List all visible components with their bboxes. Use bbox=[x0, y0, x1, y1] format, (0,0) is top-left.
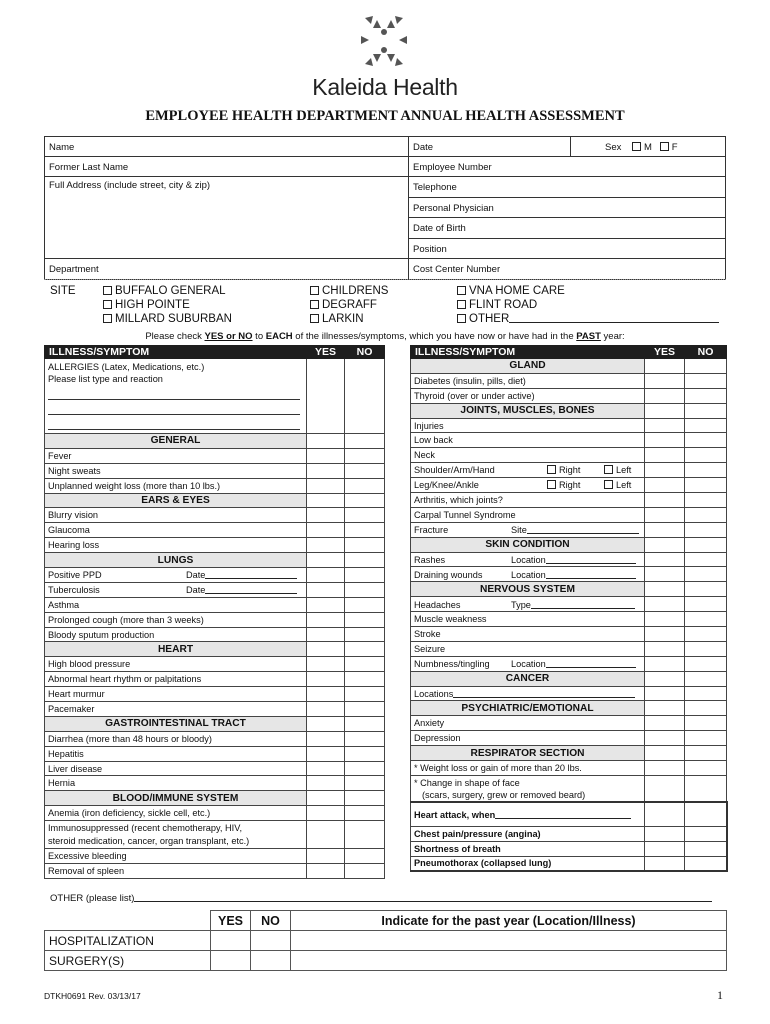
no-cell[interactable] bbox=[685, 841, 727, 856]
allergy-line[interactable] bbox=[48, 415, 300, 430]
row-label: Removal of spleen bbox=[45, 864, 307, 879]
checkbox[interactable] bbox=[103, 300, 112, 309]
section-cancer: CANCER bbox=[411, 671, 645, 686]
row-label: Hearing loss bbox=[45, 538, 307, 553]
site-option[interactable]: CHILDRENS bbox=[310, 284, 388, 298]
section-gland: GLAND bbox=[411, 359, 645, 374]
section-joints: JOINTS, MUSCLES, BONES bbox=[411, 403, 645, 418]
blank-header bbox=[45, 911, 211, 931]
row-label: Anemia (iron deficiency, sickle cell, etc.) bbox=[45, 806, 307, 821]
checkbox[interactable] bbox=[457, 300, 466, 309]
no-cell[interactable] bbox=[345, 864, 385, 879]
sex-label: Sex bbox=[605, 142, 622, 153]
no-cell[interactable] bbox=[345, 806, 385, 821]
yes-cell[interactable] bbox=[645, 731, 685, 746]
yes-cell[interactable] bbox=[307, 657, 345, 672]
yes-cell[interactable] bbox=[307, 864, 345, 879]
sex-m-checkbox[interactable] bbox=[632, 142, 641, 151]
row-label: Neck bbox=[411, 448, 645, 463]
section-gi: GASTROINTESTINAL TRACT bbox=[45, 716, 307, 731]
illness-header: ILLNESS/SYMPTOM bbox=[411, 346, 645, 359]
site-option[interactable]: DEGRAFF bbox=[310, 298, 388, 312]
form-title: EMPLOYEE HEALTH DEPARTMENT ANNUAL HEALTH ASSESSMENT bbox=[145, 108, 625, 124]
row-label: Headaches Type bbox=[411, 597, 645, 612]
date-line[interactable] bbox=[205, 584, 297, 594]
sex-m-label: M bbox=[643, 142, 652, 153]
no-cell[interactable] bbox=[345, 849, 385, 864]
yes-cell[interactable] bbox=[307, 538, 345, 553]
yes-cell[interactable] bbox=[307, 761, 345, 776]
name-field[interactable]: Name bbox=[45, 137, 409, 156]
row-label: Low back bbox=[411, 433, 645, 448]
telephone-field[interactable]: Telephone bbox=[409, 177, 725, 198]
yes-cell[interactable] bbox=[645, 433, 685, 448]
location-line[interactable] bbox=[546, 569, 636, 579]
yes-cell[interactable] bbox=[307, 359, 345, 434]
no-cell[interactable] bbox=[345, 761, 385, 776]
row-label: Prolonged cough (more than 3 weeks) bbox=[45, 612, 307, 627]
site-option[interactable]: VNA HOME CARE bbox=[457, 284, 719, 298]
no-cell[interactable] bbox=[685, 552, 727, 567]
no-cell[interactable] bbox=[345, 746, 385, 761]
right-illness-table bbox=[410, 345, 728, 872]
brand-name: Kaleida Health bbox=[312, 74, 458, 100]
personal-physician-field[interactable]: Personal Physician bbox=[409, 198, 725, 219]
row-label: Hernia bbox=[45, 776, 307, 791]
allergy-line[interactable] bbox=[48, 385, 300, 400]
yes-cell[interactable] bbox=[645, 716, 685, 731]
site-option[interactable]: BUFFALO GENERAL bbox=[103, 284, 232, 298]
row-label: Bloody sputum production bbox=[45, 627, 307, 642]
row-label: Abnormal heart rhythm or palpitations bbox=[45, 672, 307, 687]
full-address-field[interactable]: Full Address (include street, city & zip) bbox=[45, 177, 409, 258]
no-cell[interactable] bbox=[685, 641, 727, 656]
row-label: Blurry vision bbox=[45, 508, 307, 523]
no-cell[interactable] bbox=[685, 463, 727, 478]
row-label: Night sweats bbox=[45, 463, 307, 478]
other-line[interactable] bbox=[134, 892, 712, 902]
row-label: Fracture Site bbox=[411, 522, 645, 537]
when-line[interactable] bbox=[495, 809, 631, 819]
yes-cell[interactable] bbox=[307, 508, 345, 523]
no-cell[interactable] bbox=[685, 567, 727, 582]
right-checkbox[interactable] bbox=[547, 465, 556, 474]
row-label: Hepatitis bbox=[45, 746, 307, 761]
no-cell[interactable] bbox=[685, 627, 727, 642]
yes-cell[interactable] bbox=[645, 656, 685, 671]
no-cell[interactable] bbox=[685, 597, 727, 612]
checkbox[interactable] bbox=[457, 314, 466, 323]
yes-cell[interactable] bbox=[307, 568, 345, 583]
yes-cell[interactable] bbox=[307, 746, 345, 761]
no-cell[interactable] bbox=[345, 508, 385, 523]
yes-cell[interactable] bbox=[307, 582, 345, 597]
row-label: Draining wounds Location bbox=[411, 567, 645, 582]
row-label: Thyroid (over or under active) bbox=[411, 388, 645, 403]
no-cell[interactable] bbox=[345, 687, 385, 702]
yes-cell[interactable] bbox=[307, 821, 345, 849]
yes-cell[interactable] bbox=[645, 841, 685, 856]
no-cell[interactable] bbox=[685, 507, 727, 522]
row-label: Arthritis, which joints? bbox=[411, 493, 645, 508]
site-option[interactable]: LARKIN bbox=[310, 312, 388, 326]
date-of-birth-field[interactable]: Date of Birth bbox=[409, 218, 725, 239]
yes-cell[interactable] bbox=[645, 775, 685, 802]
row-label: * Weight loss or gain of more than 20 lbs. bbox=[411, 761, 645, 776]
yes-cell[interactable] bbox=[645, 552, 685, 567]
row-label: Leg/Knee/Ankle Right Left bbox=[411, 478, 645, 493]
yes-cell[interactable] bbox=[645, 522, 685, 537]
no-cell[interactable] bbox=[345, 463, 385, 478]
history-table bbox=[44, 910, 727, 971]
no-cell[interactable] bbox=[685, 856, 727, 871]
no-cell[interactable] bbox=[685, 826, 727, 841]
row-label: Seizure bbox=[411, 641, 645, 656]
no-cell[interactable] bbox=[345, 359, 385, 434]
employee-number-field[interactable]: Employee Number bbox=[413, 162, 492, 173]
yes-header: YES bbox=[307, 346, 345, 359]
department-field[interactable]: Department bbox=[45, 259, 409, 279]
row-label: Glaucoma bbox=[45, 523, 307, 538]
row-label: Rashes Location bbox=[411, 552, 645, 567]
section-lungs: LUNGS bbox=[45, 553, 307, 568]
section-heart: HEART bbox=[45, 642, 307, 657]
surgery-label: SURGERY(S) bbox=[45, 951, 211, 971]
left-checkbox[interactable] bbox=[604, 480, 613, 489]
row-label: Pacemaker bbox=[45, 702, 307, 717]
row-label: Diabetes (insulin, pills, diet) bbox=[411, 373, 645, 388]
employee-info-block bbox=[44, 136, 726, 280]
cost-center-field[interactable]: Cost Center Number bbox=[413, 264, 501, 275]
no-cell[interactable] bbox=[345, 612, 385, 627]
checkbox[interactable] bbox=[310, 286, 319, 295]
date-field[interactable]: Date bbox=[409, 137, 571, 156]
section-blood-immune: BLOOD/IMMUNE SYSTEM bbox=[45, 791, 307, 806]
left-illness-table bbox=[44, 345, 385, 879]
row-label: Diarrhea (more than 48 hours or bloody) bbox=[45, 731, 307, 746]
yes-cell[interactable] bbox=[645, 373, 685, 388]
yes-cell[interactable] bbox=[645, 641, 685, 656]
row-label: Carpal Tunnel Syndrome bbox=[411, 507, 645, 522]
row-label: Locations bbox=[411, 686, 645, 701]
position-field[interactable]: Position bbox=[413, 243, 447, 255]
sex-f-label: F bbox=[671, 142, 678, 153]
no-cell[interactable] bbox=[685, 716, 727, 731]
indicate-cell[interactable] bbox=[291, 931, 727, 951]
sex-f-checkbox[interactable] bbox=[660, 142, 669, 151]
no-cell[interactable] bbox=[345, 448, 385, 463]
row-label: Numbness/tingling Location bbox=[411, 656, 645, 671]
yes-cell[interactable] bbox=[307, 523, 345, 538]
no-cell[interactable] bbox=[685, 448, 727, 463]
checkbox[interactable] bbox=[310, 300, 319, 309]
no-cell[interactable] bbox=[345, 776, 385, 791]
section-general: GENERAL bbox=[45, 434, 307, 449]
instructions: Please check YES or NO to EACH of the illnesses/symptoms, which you have now or have had in the PAST year: bbox=[145, 331, 625, 342]
illness-header: ILLNESS/SYMPTOM bbox=[45, 346, 307, 359]
no-cell[interactable] bbox=[685, 373, 727, 388]
yes-cell[interactable] bbox=[645, 761, 685, 776]
row-label: High blood pressure bbox=[45, 657, 307, 672]
row-label: Pneumothorax (collapsed lung) bbox=[411, 856, 645, 871]
section-respirator: RESPIRATOR SECTION bbox=[411, 746, 645, 761]
row-label: Liver disease bbox=[45, 761, 307, 776]
row-label: * Change in shape of face (scars, surgery, grew or removed beard) bbox=[411, 775, 645, 802]
no-cell[interactable] bbox=[251, 951, 291, 971]
row-label: Positive PPD Date bbox=[45, 568, 307, 583]
yes-cell[interactable] bbox=[645, 567, 685, 582]
yes-cell[interactable] bbox=[307, 597, 345, 612]
row-label: Chest pain/pressure (angina) bbox=[411, 826, 645, 841]
no-cell[interactable] bbox=[685, 761, 727, 776]
sex-field bbox=[571, 137, 725, 156]
site-option-other[interactable]: OTHER bbox=[457, 312, 719, 326]
checkbox[interactable] bbox=[310, 314, 319, 323]
no-cell[interactable] bbox=[685, 686, 727, 701]
no-cell[interactable] bbox=[345, 657, 385, 672]
yes-cell[interactable] bbox=[307, 612, 345, 627]
no-cell[interactable] bbox=[345, 627, 385, 642]
right-checkbox[interactable] bbox=[547, 480, 556, 489]
yes-cell[interactable] bbox=[645, 507, 685, 522]
site-col-3 bbox=[457, 284, 719, 326]
row-label: Anxiety bbox=[411, 716, 645, 731]
indicate-header: Indicate for the past year (Location/Illness) bbox=[291, 911, 727, 931]
no-cell[interactable] bbox=[685, 775, 727, 802]
date-line[interactable] bbox=[205, 569, 297, 579]
yes-cell[interactable] bbox=[307, 478, 345, 493]
yes-cell[interactable] bbox=[645, 802, 685, 826]
row-label: Muscle weakness bbox=[411, 612, 645, 627]
no-cell[interactable] bbox=[685, 522, 727, 537]
yes-cell[interactable] bbox=[307, 776, 345, 791]
yes-header: YES bbox=[211, 911, 251, 931]
row-label: Excessive bleeding bbox=[45, 849, 307, 864]
no-cell[interactable] bbox=[345, 568, 385, 583]
hospitalization-label: HOSPITALIZATION bbox=[45, 931, 211, 951]
yes-cell[interactable] bbox=[307, 448, 345, 463]
yes-cell[interactable] bbox=[645, 627, 685, 642]
yes-cell[interactable] bbox=[307, 702, 345, 717]
indicate-cell[interactable] bbox=[291, 951, 727, 971]
section-nervous: NERVOUS SYSTEM bbox=[411, 582, 645, 597]
no-cell[interactable] bbox=[345, 702, 385, 717]
allergy-line[interactable] bbox=[48, 400, 300, 415]
no-cell[interactable] bbox=[685, 388, 727, 403]
left-checkbox[interactable] bbox=[604, 465, 613, 474]
yes-cell[interactable] bbox=[307, 806, 345, 821]
no-cell[interactable] bbox=[685, 493, 727, 508]
section-psych: PSYCHIATRIC/EMOTIONAL bbox=[411, 701, 645, 716]
no-cell[interactable] bbox=[685, 656, 727, 671]
yes-cell[interactable] bbox=[307, 731, 345, 746]
page-number: 1 bbox=[717, 988, 723, 1002]
yes-cell[interactable] bbox=[645, 826, 685, 841]
yes-cell[interactable] bbox=[307, 627, 345, 642]
yes-cell[interactable] bbox=[211, 951, 251, 971]
no-cell[interactable] bbox=[345, 597, 385, 612]
checkbox[interactable] bbox=[457, 286, 466, 295]
yes-cell[interactable] bbox=[645, 448, 685, 463]
row-label: Injuries bbox=[411, 418, 645, 433]
no-cell[interactable] bbox=[685, 731, 727, 746]
yes-cell[interactable] bbox=[645, 856, 685, 871]
no-cell[interactable] bbox=[251, 931, 291, 951]
site-col-1 bbox=[103, 284, 232, 326]
row-label: Fever bbox=[45, 448, 307, 463]
row-label: Unplanned weight loss (more than 10 lbs.) bbox=[45, 478, 307, 493]
yes-cell[interactable] bbox=[307, 687, 345, 702]
no-cell[interactable] bbox=[345, 478, 385, 493]
yes-cell[interactable] bbox=[645, 418, 685, 433]
form-code: DTKH0691 Rev. 03/13/17 bbox=[44, 991, 141, 1001]
no-cell[interactable] bbox=[685, 612, 727, 627]
no-cell[interactable] bbox=[685, 418, 727, 433]
yes-cell[interactable] bbox=[645, 686, 685, 701]
no-cell[interactable] bbox=[685, 802, 727, 826]
no-cell[interactable] bbox=[345, 731, 385, 746]
section-skin: SKIN CONDITION bbox=[411, 537, 645, 552]
site-option[interactable]: FLINT ROAD bbox=[457, 298, 719, 312]
yes-cell[interactable] bbox=[307, 672, 345, 687]
site-option[interactable]: MILLARD SUBURBAN bbox=[103, 312, 232, 326]
row-label: Heart attack, when bbox=[411, 802, 645, 826]
no-cell[interactable] bbox=[345, 538, 385, 553]
yes-cell[interactable] bbox=[645, 463, 685, 478]
no-header: NO bbox=[251, 911, 291, 931]
location-line[interactable] bbox=[546, 554, 636, 564]
row-label: Shortness of breath bbox=[411, 841, 645, 856]
other-site-line[interactable] bbox=[509, 313, 719, 323]
former-last-name-field[interactable]: Former Last Name bbox=[45, 157, 409, 176]
location-line[interactable] bbox=[546, 658, 636, 668]
yes-cell[interactable] bbox=[645, 597, 685, 612]
divider bbox=[44, 279, 726, 280]
site-col-2 bbox=[310, 284, 388, 326]
checkbox[interactable] bbox=[103, 286, 112, 295]
no-cell[interactable] bbox=[345, 821, 385, 849]
yes-cell[interactable] bbox=[211, 931, 251, 951]
yes-cell[interactable] bbox=[645, 478, 685, 493]
yes-cell[interactable] bbox=[645, 612, 685, 627]
locations-line[interactable] bbox=[453, 688, 635, 698]
row-label: Tuberculosis Date bbox=[45, 582, 307, 597]
yes-cell[interactable] bbox=[645, 388, 685, 403]
other-field: OTHER (please list) bbox=[50, 892, 712, 904]
allergies-cell: ALLERGIES (Latex, Medications, etc.) Please list type and reaction bbox=[45, 359, 307, 434]
yes-cell[interactable] bbox=[645, 493, 685, 508]
site-line[interactable] bbox=[527, 524, 639, 534]
no-cell[interactable] bbox=[345, 672, 385, 687]
no-cell[interactable] bbox=[685, 478, 727, 493]
site-option[interactable]: HIGH POINTE bbox=[103, 298, 232, 312]
type-line[interactable] bbox=[531, 599, 635, 609]
row-label: Stroke bbox=[411, 627, 645, 642]
row-label: Depression bbox=[411, 731, 645, 746]
row-label: Asthma bbox=[45, 597, 307, 612]
no-header: NO bbox=[345, 346, 385, 359]
checkbox[interactable] bbox=[103, 314, 112, 323]
yes-cell[interactable] bbox=[307, 463, 345, 478]
site-label: SITE bbox=[50, 285, 76, 297]
row-label: Shoulder/Arm/Hand Right Left bbox=[411, 463, 645, 478]
yes-header: YES bbox=[645, 346, 685, 359]
no-cell[interactable] bbox=[345, 523, 385, 538]
yes-cell[interactable] bbox=[307, 849, 345, 864]
row-label: Heart murmur bbox=[45, 687, 307, 702]
section-ears-eyes: EARS & EYES bbox=[45, 493, 307, 508]
no-header: NO bbox=[685, 346, 727, 359]
kaleida-logo-icon bbox=[359, 14, 409, 68]
no-cell[interactable] bbox=[345, 582, 385, 597]
row-label: Immunosuppressed (recent chemotherapy, HIV, steroid medication, cancer, organ transplant, etc.) bbox=[45, 821, 307, 849]
no-cell[interactable] bbox=[685, 433, 727, 448]
